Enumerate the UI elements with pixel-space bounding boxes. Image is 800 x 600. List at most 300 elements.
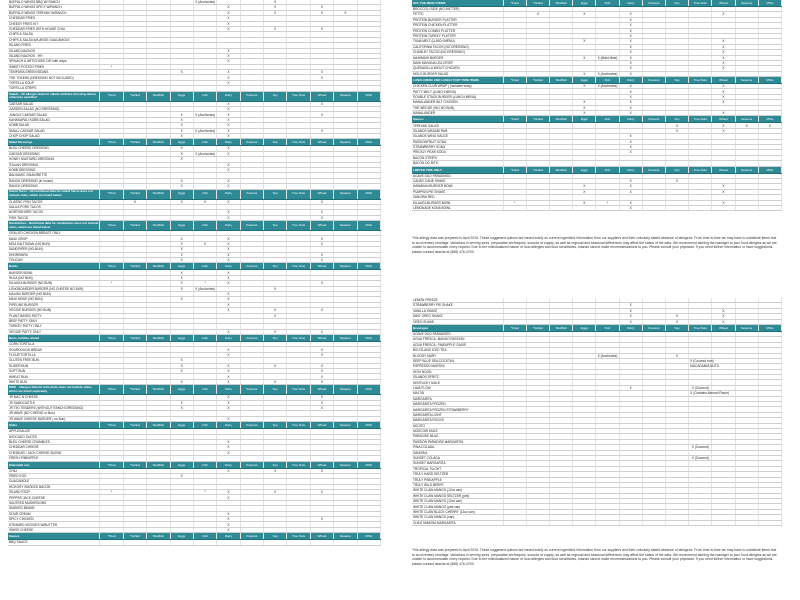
allergen-mark: X xyxy=(712,319,735,324)
allergen-mark xyxy=(503,520,526,525)
allergen-mark: X xyxy=(170,112,193,117)
allergen-column-header: Tree Nuts xyxy=(287,335,310,342)
allergen-column-header: Soy xyxy=(264,533,287,540)
allergen-mark: X xyxy=(619,144,642,149)
allergen-mark: X xyxy=(712,44,735,49)
item-name: VANILLA SHAKE xyxy=(412,308,503,313)
section-title: Sandwiches - Nutritional data for sandwiches does not include sides, which are listed below xyxy=(9,220,99,229)
item-name: LONGBOARDER BURGER (NO CHEESE NO BUN) xyxy=(8,286,100,291)
allergen-mark: X xyxy=(310,215,333,220)
allergen-mark: X xyxy=(712,184,735,189)
allergen-mark: X xyxy=(619,23,642,28)
allergen-mark: X xyxy=(170,128,193,133)
item-name: HICKORY SMOKED BACON xyxy=(8,484,100,489)
allergen-column-header: Wheat xyxy=(712,116,735,123)
allergen-column-header: Wheat xyxy=(310,221,333,231)
allergen-mark: X xyxy=(217,347,240,352)
allergen-mark: X xyxy=(264,363,287,368)
allergen-mark: X xyxy=(264,379,287,384)
allergen-mark: X xyxy=(310,101,333,106)
allergen-mark: X xyxy=(310,128,333,133)
allergen-column-header: Eggs xyxy=(170,461,193,468)
allergen-mark: X xyxy=(170,151,193,156)
allergen-mark: X xyxy=(170,369,193,374)
allergen-column-header: *Grilled xyxy=(123,139,146,146)
allergen-column-header: Eggs xyxy=(573,116,596,123)
allergen-column-header: Dairy xyxy=(217,533,240,540)
allergen-column-header: Eggs xyxy=(170,91,193,101)
item-name: TURKEY PATTY ONLY xyxy=(8,324,100,329)
allergen-column-header: Fish xyxy=(193,221,216,231)
allergen-mark: X xyxy=(310,517,333,522)
allergen-column-header: Fish xyxy=(193,461,216,468)
allergen-mark xyxy=(100,540,123,545)
item-name: AGAVE DUO PARADISED xyxy=(412,331,503,336)
allergen-mark: X xyxy=(217,210,240,215)
item-name: MINT OREO SHAKE xyxy=(412,314,503,319)
allergen-mark: X xyxy=(217,400,240,405)
item-name: ISLANDS SPRITZ xyxy=(412,375,503,380)
item-name: MOA KALTSUNAI (NO BUN) xyxy=(8,241,100,246)
item-name: LEMONADE KONA BOWL xyxy=(412,205,503,210)
allergen-mark: X xyxy=(170,247,193,252)
allergen-column-header: MSG xyxy=(357,189,380,199)
allergen-mark: X xyxy=(573,111,596,116)
allergen-mark: X xyxy=(310,199,333,204)
allergen-column-header: *Fried xyxy=(503,0,526,7)
allergen-column-header: Wheat xyxy=(310,263,333,270)
section-header-row xyxy=(8,263,381,270)
allergen-column-header: Sesame xyxy=(334,533,357,540)
allergen-mark: X xyxy=(264,26,287,31)
item-name: AGUA FRESCA- MANGO PASSION xyxy=(412,337,503,342)
allergen-column-header: *Grilled xyxy=(526,324,549,331)
allergen-mark: X xyxy=(619,134,642,139)
allergen-column-header: Wheat xyxy=(712,0,735,7)
allergen-mark: X xyxy=(217,395,240,400)
section-title: Bowls xyxy=(8,263,100,270)
allergen-mark xyxy=(264,540,287,545)
allergen-column-header: Wheat xyxy=(310,189,333,199)
allergen-mark: X (Contains Almond Flavor) xyxy=(690,391,730,396)
item-name: OREO SHAKE xyxy=(412,319,503,324)
allergen-mark: X (Anchovies) xyxy=(195,286,215,291)
allergen-column-header: *Fried xyxy=(503,116,526,123)
allergen-mark: X xyxy=(217,527,240,532)
allergen-column-header: Wheat xyxy=(310,385,333,395)
allergen-column-header: Peanuts xyxy=(240,461,263,468)
allergen-mark: X xyxy=(170,297,193,302)
allergen-column-header: *Fried xyxy=(100,189,123,199)
allergen-mark: X (Anchovies) xyxy=(597,84,618,89)
allergen-mark: X xyxy=(217,101,240,106)
allergen-column-header: *Fried xyxy=(503,324,526,331)
allergen-mark: X xyxy=(217,112,240,117)
allergen-mark: X xyxy=(619,50,642,55)
item-name: RANCH DRESSING xyxy=(8,184,100,189)
allergen-mark: MACADAMIA NUTS xyxy=(690,364,719,369)
allergen-mark: X xyxy=(217,199,240,204)
allergen-column-header: Soy xyxy=(665,116,688,123)
allergen-column-header: Shellfish xyxy=(147,91,170,101)
allergen-mark: X xyxy=(217,184,240,189)
allergen-column-header: *Grilled xyxy=(526,0,549,7)
item-name: JR SANDCASTLE xyxy=(8,400,100,405)
item-name: CHILE MIMOSA MARGARITA xyxy=(412,520,503,525)
item-name: LEMON FREEZE xyxy=(412,298,503,303)
item-name: TRULY PINEAPPLE xyxy=(412,477,503,482)
allergen-mark: X xyxy=(712,89,735,94)
item-name: TERIYAKI SAUCE xyxy=(412,123,503,128)
allergen-mark: X (Anchovies) xyxy=(195,128,215,133)
allergen-mark xyxy=(712,520,735,525)
allergen-mark xyxy=(310,540,333,545)
allergen-mark: X xyxy=(217,374,240,379)
item-name: HAWAIIAN BURGER BOWL xyxy=(412,184,503,189)
item-name: TUNA MELT (LUNCH MENU) xyxy=(412,39,503,44)
allergen-mark: X xyxy=(217,123,240,128)
allergen-column-header: Peanuts xyxy=(240,385,263,395)
allergen-mark: * xyxy=(193,281,216,286)
allergen-column-header: Shellfish xyxy=(147,461,170,468)
item-name: QUESADILLA W/OUT CHICKEN xyxy=(412,66,503,71)
allergen-mark: X xyxy=(170,199,193,204)
item-name: CHEDDAR FRIES xyxy=(8,16,100,21)
item-name: CAESAR SALAD xyxy=(8,101,100,106)
allergen-mark: X xyxy=(712,100,735,105)
allergen-column-header: Sesame xyxy=(334,335,357,342)
allergen-column-header: Dairy xyxy=(217,91,240,101)
allergen-mark: X xyxy=(573,84,596,89)
allergen-column-header: *Grilled xyxy=(123,422,146,429)
allergen-mark: X xyxy=(264,313,287,318)
section-title: Salad Dressings xyxy=(8,139,100,146)
allergen-mark: X xyxy=(217,128,240,133)
allergen-mark: X xyxy=(217,406,240,411)
allergen-mark: X xyxy=(217,439,240,444)
item-name: CHICKEN CLUB WRAP ( (includes wrap) xyxy=(412,84,503,89)
allergen-mark: X xyxy=(310,400,333,405)
allergen-mark: X xyxy=(170,252,193,257)
allergen-column-header: *Fried xyxy=(100,533,123,540)
item-name: FRIED EGG xyxy=(8,473,100,478)
allergen-mark xyxy=(735,520,758,525)
item-name: ISLANDS WING SAUCE xyxy=(412,134,503,139)
item-name: STRAWBERRY PIE SHAKE xyxy=(412,303,503,308)
allergen-column-header: Sesame xyxy=(735,77,758,84)
allergen-mark: X xyxy=(217,308,240,313)
item-name: SHOREBIRD xyxy=(8,252,100,257)
allergen-column-header: MSG xyxy=(357,91,380,101)
section-title: Beverages xyxy=(412,324,503,331)
item-name: MARGARITA LIGHT xyxy=(412,412,503,417)
allergen-mark: X xyxy=(619,100,642,105)
allergen-mark: X xyxy=(619,139,642,144)
allergen-column-header: Wheat xyxy=(310,461,333,468)
item-name: ITALIAN DRESSING xyxy=(8,162,100,167)
allergen-column-header: MSG xyxy=(758,0,781,7)
allergen-mark xyxy=(503,205,526,210)
section-header-row xyxy=(8,189,381,199)
item-name: BUFFALO WINGS BBQ W/ RANCH xyxy=(8,0,100,5)
allergen-mark: X xyxy=(310,395,333,400)
allergen-mark: X xyxy=(217,252,240,257)
item-name: SPINACH & ARTICHOKE DIP with chips xyxy=(8,59,100,64)
allergen-column-header: Sesame xyxy=(735,116,758,123)
item-name: TRULY WILD BERRY xyxy=(412,482,503,487)
allergen-mark: X xyxy=(217,450,240,455)
allergen-column-header: Wheat xyxy=(310,422,333,429)
allergen-mark xyxy=(689,520,712,525)
allergen-mark: X xyxy=(217,511,240,516)
allergen-mark: X (Coconut rum) xyxy=(690,359,714,363)
allergen-mark: X xyxy=(619,84,642,89)
item-name: KOBB SALAD xyxy=(8,123,100,128)
item-name: BROCCOLI SIDE (NO BUTTER) xyxy=(412,7,503,12)
allergen-column-header: Shellfish xyxy=(147,263,170,270)
allergen-column-header: *Fried xyxy=(100,385,123,395)
allergen-column-header: Eggs xyxy=(170,221,193,231)
allergen-column-header: MSG xyxy=(357,461,380,468)
allergen-column-header: Shellfish xyxy=(147,385,170,395)
allergen-column-header: Soy xyxy=(264,385,287,395)
allergen-column-header: Peanuts xyxy=(642,77,665,84)
item-name: ISLAND NACHOS - HH xyxy=(8,53,100,58)
allergen-mark: X xyxy=(712,308,735,313)
allergen-mark: * xyxy=(100,490,123,495)
allergen-mark: X xyxy=(310,236,333,241)
allergen-mark xyxy=(665,520,688,525)
item-name: BUFFALO WINGS SPICY W/RANCH xyxy=(8,5,100,10)
allergen-mark: X xyxy=(170,379,193,384)
item-name: CALIFORNIA TACOS (NO DRESSING) xyxy=(412,44,503,49)
allergen-column-header: Tree Nuts xyxy=(287,91,310,101)
allergen-column-header: Peanuts xyxy=(240,263,263,270)
allergen-column-header: Tree Nuts xyxy=(689,166,712,173)
allergen-mark: X xyxy=(170,258,193,263)
allergen-mark: X xyxy=(619,385,642,390)
item-name: WHITE BUN xyxy=(8,379,100,384)
allergen-column-header: Fish xyxy=(193,91,216,101)
item-name: MANALANDER xyxy=(412,111,503,116)
item-name: SLIDER BUN xyxy=(8,363,100,368)
allergen-mark: X xyxy=(310,281,333,286)
allergen-column-header: *Fried xyxy=(503,77,526,84)
allergen-mark: X xyxy=(310,468,333,473)
allergen-column-header: Soy xyxy=(264,221,287,231)
allergen-mark: X xyxy=(170,406,193,411)
allergen-mark: X xyxy=(573,12,596,17)
allergen-column-header: Dairy xyxy=(619,0,642,7)
item-name: LAVA FLOW xyxy=(412,385,503,390)
allergen-column-header: Fish xyxy=(193,263,216,270)
item-name: HONEY MUSTARD DRESSING xyxy=(8,157,100,162)
allergen-column-header: Sesame xyxy=(334,385,357,395)
section-title: Sides/add ons xyxy=(8,461,100,468)
allergen-column-header: *Fried xyxy=(100,263,123,270)
item-name: WHITE CLAW BLACK CHERRY (12oz can) xyxy=(412,509,503,514)
allergen-mark: X xyxy=(264,490,287,495)
item-name: JR WAVE CHEESE BURGER ( no Bun) xyxy=(8,416,100,421)
allergen-mark: X xyxy=(310,70,333,75)
allergen-mark: X xyxy=(619,28,642,33)
allergen-column-header: Eggs xyxy=(170,139,193,146)
item-name: PATTY MELT (LUNCH MENU) xyxy=(412,89,503,94)
allergen-column-header: Sesame xyxy=(334,91,357,101)
allergen-column-header: Shellfish xyxy=(147,221,170,231)
item-name: JUNGLE CAESAR SALAD xyxy=(8,112,100,117)
allergen-column-header: Sesame xyxy=(334,189,357,199)
allergen-mark: X xyxy=(217,379,240,384)
allergen-mark: X xyxy=(170,473,193,478)
item-name: PROTEIN CHICKEN PLATTER xyxy=(412,23,503,28)
allergen-mark: X xyxy=(217,151,240,156)
item-name: MAUI MOKE (NO BUN) xyxy=(8,297,100,302)
item-name: SUNSET COLADA xyxy=(412,455,503,460)
allergen-mark: X xyxy=(170,358,193,363)
allergen-column-header: Eggs xyxy=(573,0,596,7)
allergen-column-header: *Grilled xyxy=(526,77,549,84)
item-name: DOUBLE STACK BURGER (LUNCH MENU) xyxy=(412,94,503,99)
allergen-column-header: *Fried xyxy=(100,139,123,146)
allergen-column-header: Dairy xyxy=(217,335,240,342)
allergen-mark xyxy=(758,520,781,525)
allergen-column-header: *Fried xyxy=(100,221,123,231)
item-name: GUACAMOLE xyxy=(8,479,100,484)
section-title: KIDS - Allergen data for kids items does not include sides, which are listed separately xyxy=(8,385,100,395)
item-name: VEGGIE BURGER (NO BUN) xyxy=(8,308,100,313)
item-name: SPICY CHICKEN xyxy=(8,517,100,522)
allergen-column-header: *Grilled xyxy=(123,461,146,468)
allergen-mark: X xyxy=(217,329,240,334)
allergen-column-header: Shellfish xyxy=(550,324,573,331)
allergen-column-header: *Fried xyxy=(100,91,123,101)
item-name: MOJITO xyxy=(412,423,503,428)
allergen-column-header: Soy xyxy=(264,335,287,342)
item-name: CHEESY FRIES KIT xyxy=(8,21,100,26)
allergen-mark: * xyxy=(596,200,619,205)
allergen-column-header: Peanuts xyxy=(240,221,263,231)
allergen-mark xyxy=(526,520,549,525)
item-name: CHOP CHOP SALAD xyxy=(8,133,100,138)
allergen-mark: X xyxy=(619,89,642,94)
allergen-mark: X xyxy=(217,247,240,252)
allergen-column-header: Eggs xyxy=(170,189,193,199)
allergen-mark: X xyxy=(712,128,735,133)
item-name: BALSAMIC VINAIGRETTE xyxy=(8,173,100,178)
item-name: SANGRIA xyxy=(412,450,503,455)
item-name: WHEAT BUN xyxy=(8,374,100,379)
allergen-mark: X xyxy=(619,60,642,65)
allergen-column-header: Dairy xyxy=(619,166,642,173)
allergen-column-header: MSG xyxy=(357,335,380,342)
allergen-mark: X xyxy=(217,281,240,286)
item-name: HULA (NO BUN) xyxy=(8,275,100,280)
item-name: PUMPKIN PIE SHAKE xyxy=(412,189,503,194)
allergen-mark: X xyxy=(217,48,240,53)
allergen-mark: X xyxy=(217,522,240,527)
allergen-column-header: Shellfish xyxy=(147,422,170,429)
allergen-mark: X xyxy=(217,297,240,302)
section-title: Sauces xyxy=(412,116,503,123)
allergen-mark: X xyxy=(217,352,240,357)
allergen-column-header: Fish xyxy=(596,166,619,173)
allergen-mark: X xyxy=(170,184,193,189)
item-name: SMOKED BEANS xyxy=(8,506,100,511)
allergen-mark: X xyxy=(573,189,596,194)
allergen-column-header: *Fried xyxy=(100,335,123,342)
section-title: Sides xyxy=(8,422,100,429)
allergen-mark: X xyxy=(264,468,287,473)
allergen-column-header: Eggs xyxy=(573,324,596,331)
allergen-mark: X xyxy=(712,55,735,60)
allergen-mark: X (Anchovies) xyxy=(195,112,215,117)
item-name: WHITE CLAW MANGO (12oz can) xyxy=(412,499,503,504)
item-name: PROTEIN TURKEY PLATTER xyxy=(412,33,503,38)
allergen-column-header: *Grilled xyxy=(123,385,146,395)
allergen-mark xyxy=(357,540,380,545)
allergen-mark: X xyxy=(217,236,240,241)
allergen-mark: X xyxy=(712,66,735,71)
allergen-mark: X xyxy=(310,369,333,374)
item-name: MOSCOW MULE xyxy=(412,428,503,433)
item-name: SWISS CHEESE xyxy=(8,527,100,532)
allergen-mark xyxy=(596,520,619,525)
allergen-column-header: *Grilled xyxy=(123,533,146,540)
allergen-column-header: MSG xyxy=(357,533,380,540)
allergen-mark: X xyxy=(573,55,596,60)
section-title: Sauces xyxy=(8,533,100,540)
allergen-column-header: Fish xyxy=(596,116,619,123)
item-name: MAHI MAHUNA LEA CRISP xyxy=(412,60,503,65)
allergen-mark: X xyxy=(573,39,596,44)
item-name: MAUI CRISP xyxy=(8,236,100,241)
allergen-mark: X xyxy=(217,178,240,183)
item-name: ISLAND NACHOS xyxy=(8,48,100,53)
allergen-mark: X xyxy=(170,363,193,368)
section-header-row xyxy=(8,91,381,101)
section-title: OFF THE MENU ITEMS xyxy=(412,0,503,7)
item-name: APPLESAUCE xyxy=(8,429,100,434)
item-name: MOLO BURGER SALAD xyxy=(412,71,503,76)
item-name: NORTHSHORE TACOS xyxy=(8,210,100,215)
allergen-column-header: Shellfish xyxy=(550,116,573,123)
allergen-mark: X xyxy=(170,275,193,280)
allergen-mark: X xyxy=(170,241,193,246)
allergen-mark: X xyxy=(170,236,193,241)
item-name: THE TOKENS (DRESSING NOT INCLUDED) xyxy=(8,75,100,80)
allergen-matrix-right-bottom xyxy=(412,298,782,526)
allergen-mark: X xyxy=(712,39,735,44)
item-name: PASSIONFRUIT SODA xyxy=(412,139,503,144)
item-name: MARGARITA FROZEN STRAWBERRY xyxy=(412,407,503,412)
allergen-mark: * xyxy=(503,200,526,205)
allergen-mark: X xyxy=(619,71,642,76)
allergen-column-header: Peanuts xyxy=(240,189,263,199)
allergen-mark: X xyxy=(217,70,240,75)
allergen-mark xyxy=(712,205,735,210)
allergen-column-header: Dairy xyxy=(217,385,240,395)
allergen-mark: X xyxy=(573,184,596,189)
allergen-mark: X xyxy=(217,490,240,495)
item-name: KOBB DRESSING xyxy=(8,167,100,172)
item-name: RANCH DRESSING (in house) xyxy=(8,178,100,183)
allergen-mark xyxy=(287,540,310,545)
allergen-mark: X xyxy=(619,39,642,44)
allergen-mark: X (Coconut) xyxy=(689,385,712,390)
allergen-mark: X xyxy=(310,252,333,257)
allergen-mark: X xyxy=(217,302,240,307)
